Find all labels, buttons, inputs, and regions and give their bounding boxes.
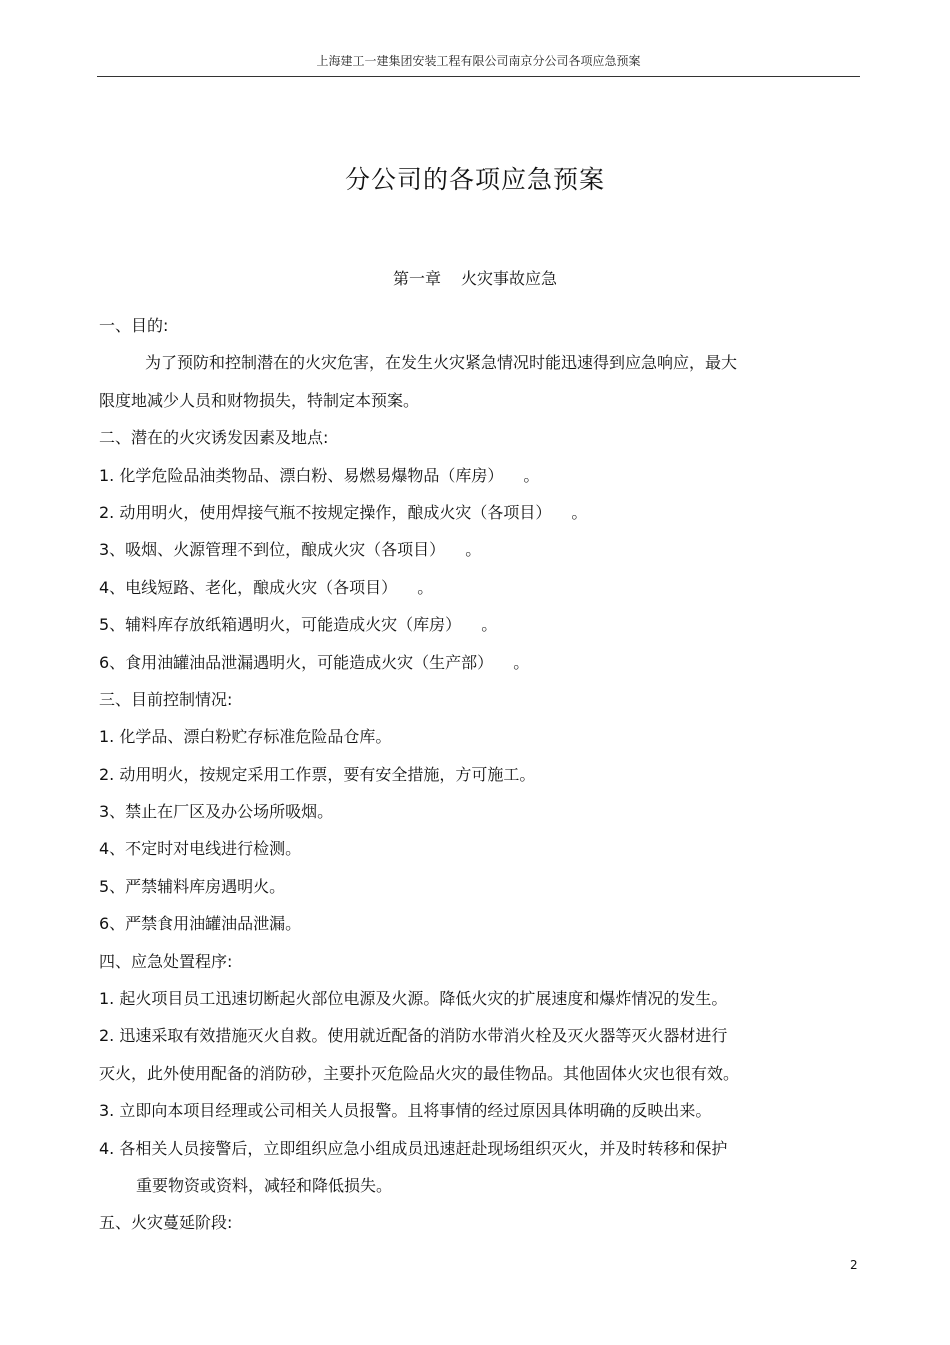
list-item: 4、不定时对电线进行检测。 [99,839,302,859]
chapter-number: 第一章 [392,269,441,288]
list-item: 6、食用油罐油品泄漏遇明火，可能造成火灾（生产部） 。 [99,652,530,672]
list-item: 6、严禁食用油罐油品泄漏。 [99,914,302,934]
page-header: 上海建工一建集团安装工程有限公司南京分公司各项应急预案 [316,54,641,68]
chapter-heading [0,266,950,289]
list-item: 2. 动用明火，使用焊接气瓶不按规定操作，酿成火灾（各项目） 。 [99,502,588,522]
list-item: 3、禁止在厂区及办公场所吸烟。 [99,802,334,822]
section-heading: 一、目的: [99,316,169,335]
list-item: 2. 动用明火，按规定采用工作票，要有安全措施，方可施工。 [99,764,536,784]
section-heading: 四、应急处置程序: [99,951,233,971]
page-number: 2 [850,1258,858,1272]
list-item: 4、电线短路、老化，酿成火灾（各项目） 。 [99,577,434,597]
list-item: 1. 化学品、漂白粉贮存标准危险品仓库。 [99,727,392,747]
chapter-name: 火灾事故应急 [461,269,558,288]
list-item: 5、辅料库存放纸箱遇明火，可能造成火灾（库房） 。 [99,615,498,635]
list-item: 4. 各相关人员接警后，立即组织应急小组成员迅速赶赴现场组织灭火，并及时转移和保护 [99,1138,728,1158]
paragraph-line: 限度地减少人员和财物损失，特制定本预案。 [99,390,420,410]
list-item: 5、严禁辅料库房遇明火。 [99,876,286,896]
header-divider [97,76,860,77]
list-item: 3. 立即向本项目经理或公司相关人员报警。且将事情的经过原因具体明确的反映出来。 [99,1101,712,1121]
section-heading: 三、目前控制情况: [99,689,233,709]
list-item: 3、吸烟、火源管理不到位，酿成火灾（各项目） 。 [99,540,482,560]
list-item: 1. 起火项目员工迅速切断起火部位电源及火源。降低火灾的扩展速度和爆炸情况的发生。 [99,989,728,1009]
section-heading: 二、潜在的火灾诱发因素及地点: [99,428,329,448]
paragraph-line: 为了预防和控制潜在的火灾危害，在发生火灾紧急情况时能迅速得到应急响应，最大 [145,353,738,373]
list-item: 1. 化学危险品油类物品、漂白粉、易燃易爆物品（库房） 。 [99,465,540,485]
paragraph-line: 灭火，此外使用配备的消防砂，主要扑灭危险品火灾的最佳物品。其他固体火灾也很有效。 [99,1063,740,1083]
list-item: 2. 迅速采取有效措施灭火自救。使用就近配备的消防水带消火栓及灭火器等灭火器材进行 [99,1026,728,1046]
document-body [99,311,811,1246]
paragraph-line: 重要物资或资料，减轻和降低损失。 [136,1175,393,1195]
document-title: 分公司的各项应急预案 [344,165,605,194]
section-heading: 五、火灾蔓延阶段: [99,1213,233,1233]
